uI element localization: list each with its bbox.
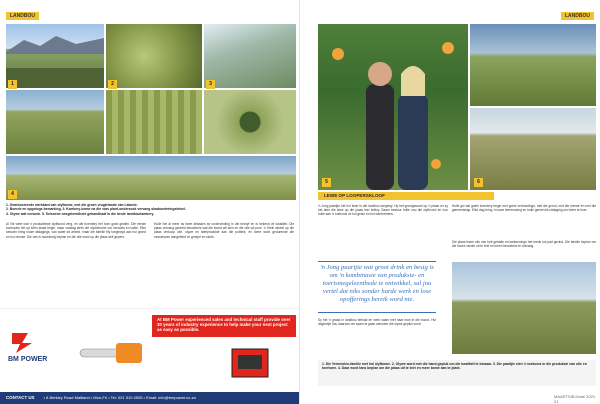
photo-badge-1: 1	[8, 80, 17, 89]
man-head	[368, 62, 392, 86]
photo-captions	[6, 203, 296, 216]
body-column-2: Hulle het al meer as twee dekades se ondervinding in die bedryf en is bekend vir kwaliteit. Die plaas ontvang gereeld besoekers wat die boord wil sien en die olie wil proe. 'n Klein winkel op die plaas verkoop olie, olywe en tafelprodukte aan die publiek, en toere word gedurende die oesseisoen aangebied vir groepe en skole.	[154, 222, 294, 239]
photo-nursery-field	[6, 90, 104, 154]
right-body-column-3: Sy het 'n graad in landbou behaal en werk saam met haar man in die boord. Hul dogtertjie hou daarvan om saam te gaan wanneer die olywe gepluk word.	[318, 318, 436, 327]
photo-badge-4: 4	[8, 190, 17, 199]
photo-olive-branches	[106, 24, 202, 88]
mountain-shape	[6, 36, 104, 54]
man-figure	[366, 84, 394, 190]
photo-dry-landscape	[470, 108, 596, 190]
caption-line-2: 2. Boerde en opgetogs bemarking. 3. Kwekery-bome na die vars plant-ondersoek vervang skaduneteringstelsel.	[6, 207, 186, 212]
right-body-column-1: 'n Jong paartjie het hul lewe in die landbou toegewy. Hy het grootgeword op 'n plaas en sy het later die lewe op die plaas leer liefkry. Saam bestuur hulle nou die olyfboord en bou hulle aan 'n toekoms vir hul gesin en hul werknemers.	[318, 204, 448, 217]
brand-name: BM POWER	[8, 356, 48, 363]
caption-line-1: 1. Gearbooreerde werkkant van olyfbome, met die groen vrugtelande van Laborie.	[6, 203, 138, 207]
photo-young-trees	[204, 24, 296, 88]
photo-badge-5: 5	[322, 178, 331, 187]
photo-olive-closeup	[204, 90, 296, 154]
caption-line-3: 4. Olywe wat versoek. 5. Seisoene oesgeleentheid gehandhaaf in die beste landboukwekery.	[6, 211, 155, 216]
photo-badge-3: 3	[206, 80, 215, 89]
photo-wide-landscape	[6, 156, 296, 200]
ad-headline: At BM Power experienced sales and technical staff provide over 30 years of industry experience to help make your next project as easy as possible.	[152, 315, 296, 337]
page-footer: MAARTSIE/Junie 2021 21	[554, 394, 596, 404]
photo-couple-orchard	[318, 24, 468, 190]
chainsaw-bar	[80, 349, 120, 357]
section-tab-right: LANDBOU	[561, 12, 594, 20]
photo-valley-view	[470, 24, 596, 106]
advertisement	[0, 308, 300, 390]
photo-badge-6: 6	[474, 178, 483, 187]
orange-fruit-2	[442, 42, 454, 54]
contact-bar	[0, 392, 300, 404]
photo-notes-box: 1. Die Vermeulen-familie met hul olyfbome. 2. Olywe word met die hand gepluk om die kwaliteit te bewaar. 3. Die paartjie sien 'n toekoms in die produksie van olie en toerisme. 4. Daar word tans beplan om die plaas uit te brei en meer bome aan te plant.	[318, 360, 596, 386]
chainsaw-body	[116, 343, 142, 363]
right-page	[300, 0, 600, 404]
couple-illustration	[318, 24, 468, 190]
quote-rule-bottom	[318, 312, 436, 313]
photo-mountain-orchard	[6, 24, 104, 88]
orange-fruit-1	[332, 48, 344, 60]
photo-nursery-rows	[106, 90, 202, 154]
woman-hair	[401, 66, 425, 96]
section-tab-left: LANDBOU	[6, 12, 39, 20]
quote-rule-top	[318, 261, 436, 262]
bm-power-logo	[8, 329, 66, 363]
generator-product-image	[228, 343, 272, 383]
generator-engine	[238, 355, 262, 369]
chainsaw-icon	[78, 335, 148, 371]
contact-details[interactable]: • 8 Berkley Road Maitland • Mon-Fri • Tel: 021 510 4505 • Email: info@bmpower.co.za	[43, 395, 196, 400]
orchard-rows	[6, 68, 104, 88]
pull-quote: 'n Jong paartjie wat groot drink en besig is om 'n kombinasie van produksie- en toerismegeleenthede te ontwikkel, sal jou vertel dat niks sonder harde werk en lose opofferings bereik word nie.	[320, 264, 434, 303]
chainsaw-product-image	[78, 335, 148, 371]
right-body-column-4: Die plaas lewer olie van hoë gehalte en toekennings het reeds hul pad gevind. Die familie beplan om die boord verder uit te brei en meer besoekers te ontvang.	[452, 240, 596, 249]
article-banner: LEWE OP LOOPERSKLOOF	[318, 192, 494, 200]
bm-power-logo-icon	[8, 329, 64, 355]
orange-fruit-3	[431, 159, 441, 169]
right-body-column-2: Hulle glo dat goeie boerdery begin met goeie verhoudings, met die grond, met die mense en met die gemeenskap. Elke dag bring 'n nuwe leerervaring en hulle geniet die uitdaging om beter te boer.	[452, 204, 596, 213]
body-column-1: Al Vis weet wat 'n produktiewe olyfboord verg, en die boerdery het hom goed gedien. Die eerste boompies het op klein skaal begin, maar vandag strek die olywebome oor heuwels en vallei. Elke seisoen bring nuwe uitdagings, van water tot arbeid, maar die familie bly toegewyd aan hul grond en hul mense. Die oes is noukeurig beplan en die olie word op die plaas self gepers.	[6, 222, 146, 239]
contact-label: CONTACT US	[6, 395, 35, 400]
photo-olive-grove-hills	[452, 262, 596, 354]
mountain-illustration	[6, 24, 104, 88]
generator-icon	[228, 343, 272, 383]
logo-bolt-shape	[12, 333, 32, 353]
woman-figure	[398, 94, 428, 190]
photo-badge-2: 2	[108, 80, 117, 89]
